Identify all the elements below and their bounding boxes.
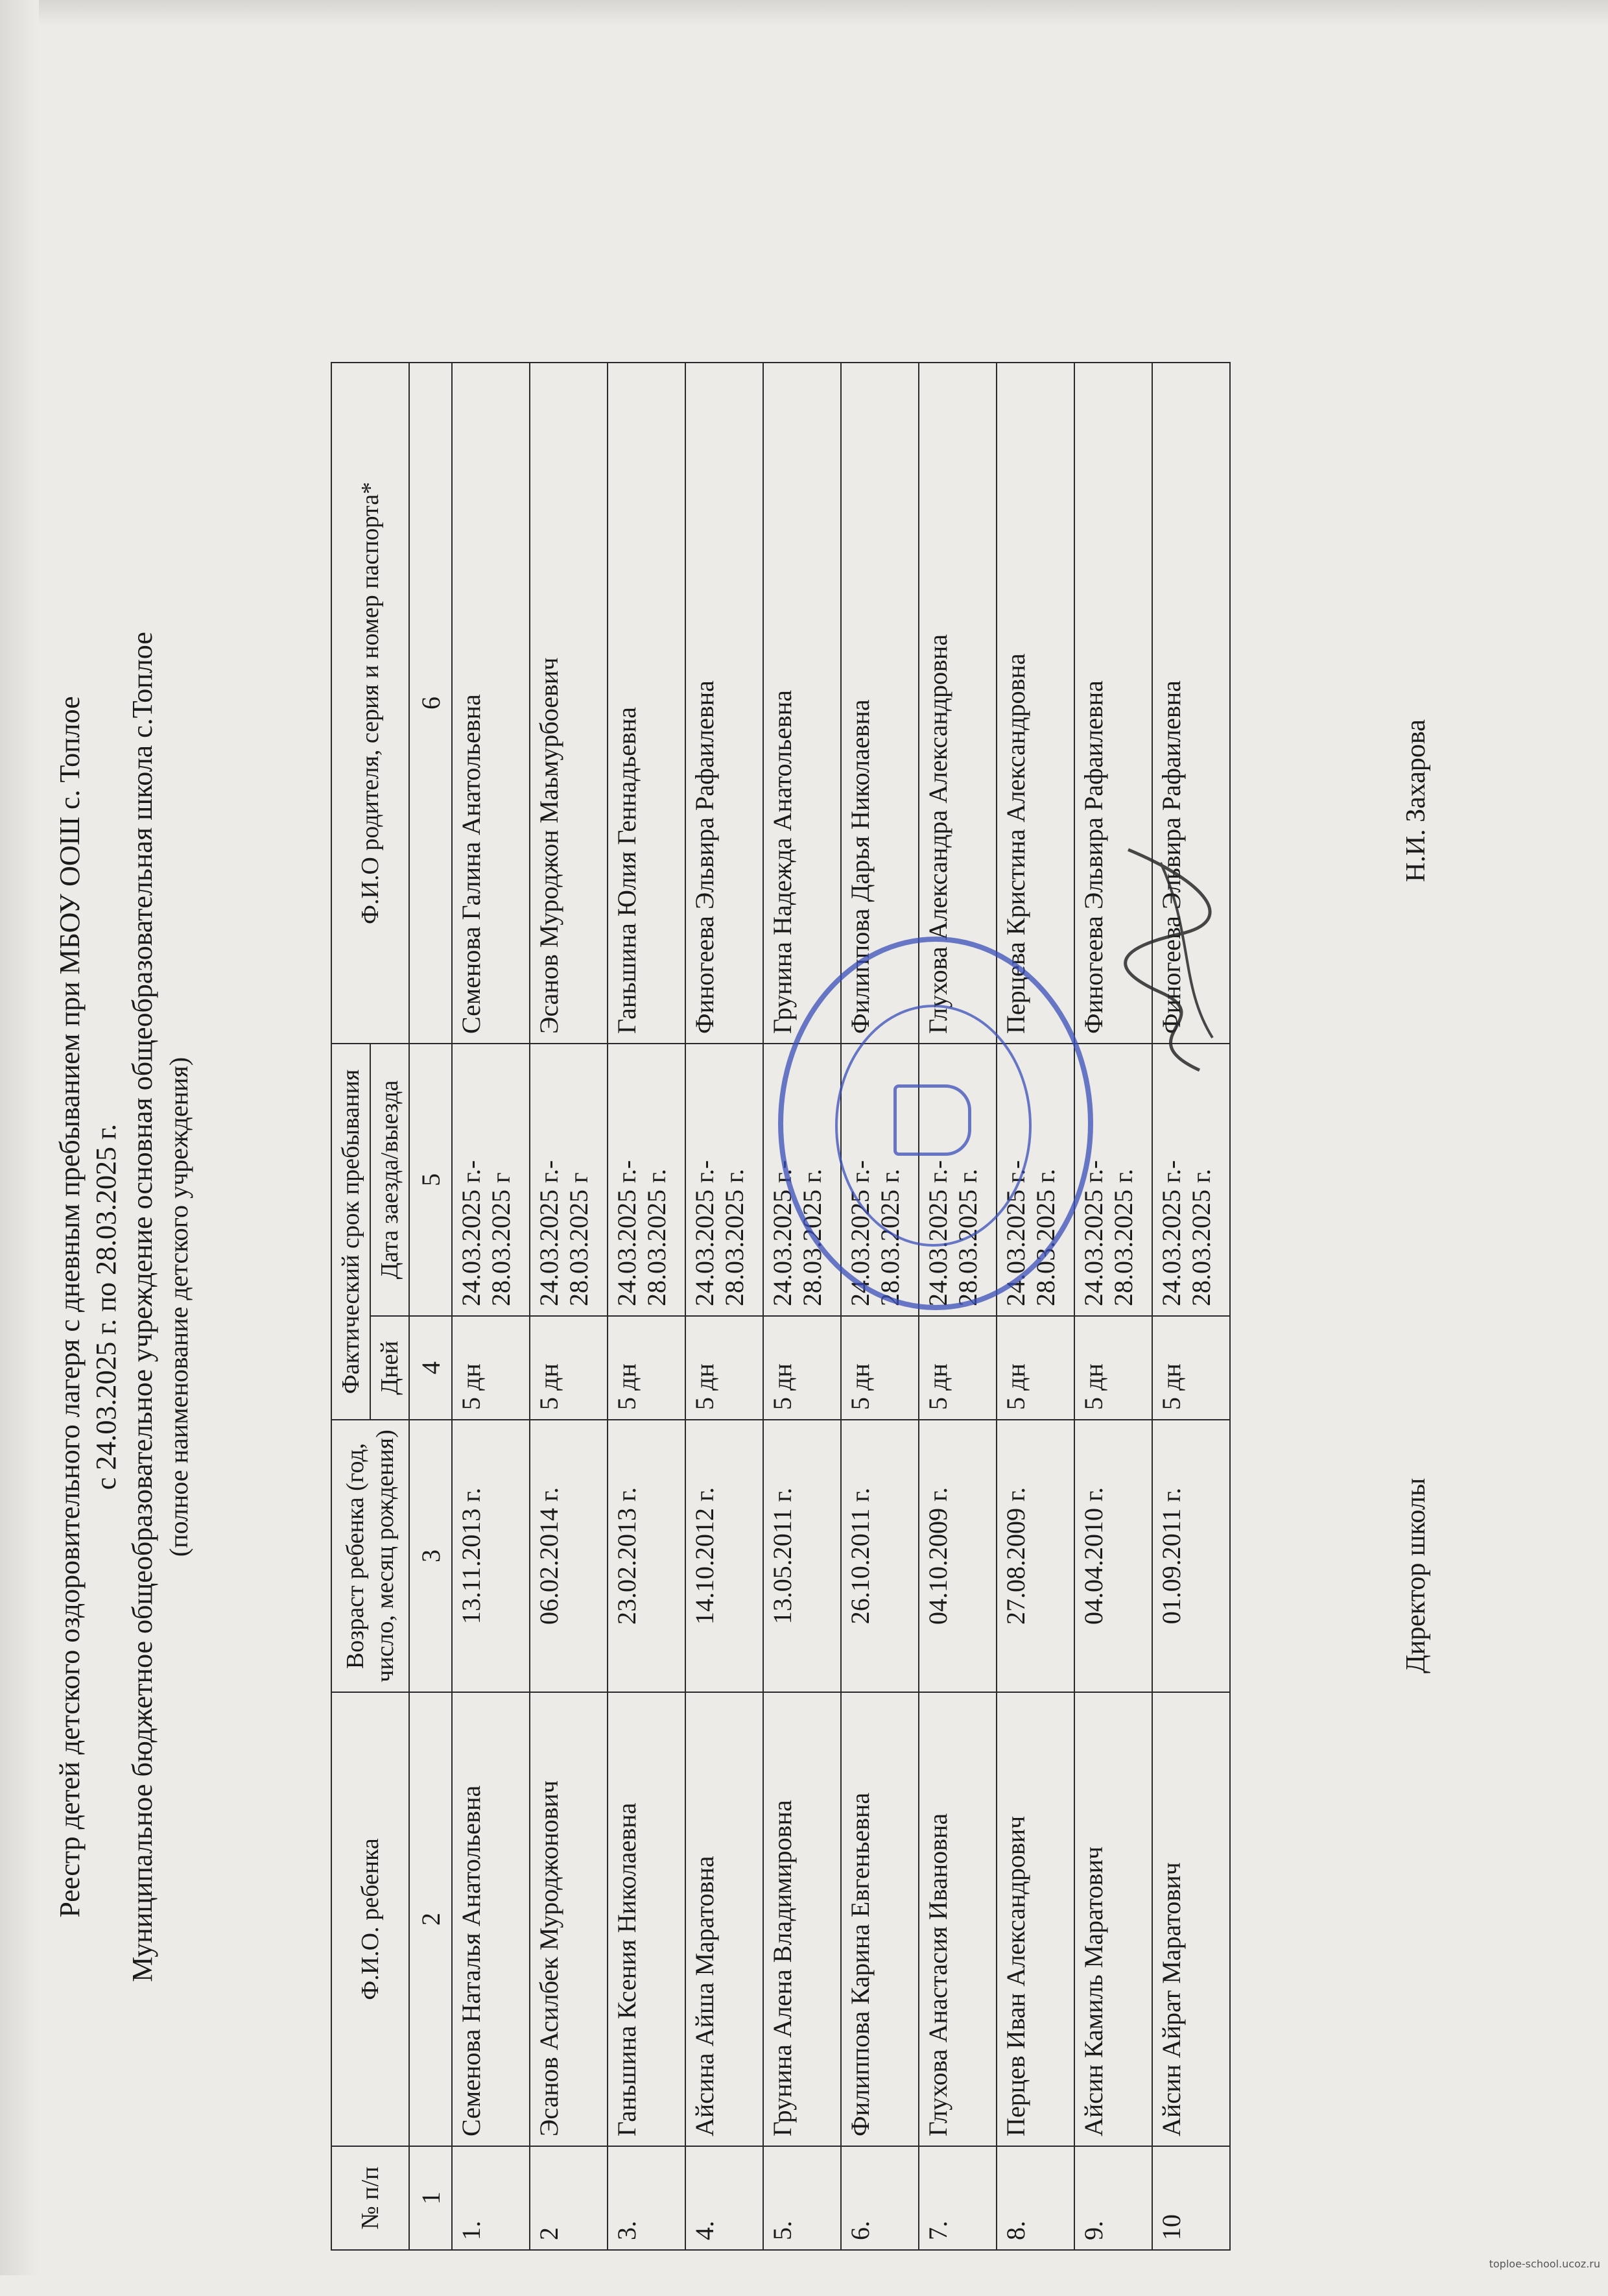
parent-name: Семенова Галина Анатольевна — [452, 363, 530, 1044]
stay-days: 5 дн — [452, 1316, 530, 1420]
parent-name: Филиппова Дарья Николаевна — [841, 363, 919, 1044]
parent-name: Грунина Надежда Анатольевна — [763, 363, 841, 1044]
signature-scribble-icon — [1102, 843, 1232, 1077]
child-name: Айсин Камиль Маратович — [1074, 1692, 1152, 2146]
child-name: Айсина Айша Маратовна — [685, 1692, 763, 2146]
title-line-2: с 24.03.2025 г. по 28.03.2025 г. — [90, 1123, 122, 1490]
table-row — [608, 363, 685, 2250]
parent-name: Перцева Кристина Александровна — [997, 363, 1074, 1044]
stay-days: 5 дн — [530, 1316, 608, 1420]
table-row — [1152, 363, 1230, 2250]
stay-days: 5 дн — [608, 1316, 685, 1420]
birth-date: 06.02.2014 г. — [530, 1420, 608, 1692]
header-birth: Возраст ребенка (год, число, месяц рождения) — [331, 1420, 409, 1692]
birth-date: 27.08.2009 г. — [997, 1420, 1074, 1692]
stay-dates: 24.03.2025 г.- 28.03.2025 г. — [841, 1044, 919, 1316]
title-line-1: Реестр детей детского оздоровительного лагеря с дневным пребыванием при МБОУ ООШ с. Топлое — [54, 696, 86, 1918]
row-num: 10 — [1152, 2146, 1230, 2250]
row-num: 3. — [608, 2146, 685, 2250]
site-watermark: toploe-school.ucoz.ru — [1489, 2258, 1600, 2270]
child-name: Глухова Анастасия Ивановна — [919, 1692, 997, 2146]
child-name: Перцев Иван Александрович — [997, 1692, 1074, 2146]
director-role: Директор школы — [1401, 1477, 1431, 1673]
title-line-4: (полное наименование детского учреждения) — [164, 1057, 193, 1557]
header-days: Дней — [370, 1316, 409, 1420]
table-row — [685, 363, 763, 2250]
row-num: 5. — [763, 2146, 841, 2250]
parent-name: Финогеева Эльвира Рафаилевна — [1152, 363, 1230, 1044]
birth-date: 13.05.2011 г. — [763, 1420, 841, 1692]
stay-days: 5 дн — [763, 1316, 841, 1420]
stay-dates: 24.03.2025 г.- 28.03.2025 г. — [997, 1044, 1074, 1316]
stay-days: 5 дн — [1074, 1316, 1152, 1420]
parent-name: Финогеева Эльвира Рафаилевна — [685, 363, 763, 1044]
stay-dates: 24.03.2025 г.- 28.03.2025 г. — [919, 1044, 997, 1316]
stay-dates: 24.03.2025 г.- 28.03.2025 г. — [685, 1044, 763, 1316]
row-num: 1. — [452, 2146, 530, 2250]
stay-dates: 24.03.2025 г.- 28.03.2025 г. — [1074, 1044, 1152, 1316]
stay-days: 5 дн — [841, 1316, 919, 1420]
child-name: Грунина Алена Владимировна — [763, 1692, 841, 2146]
header-parent: Ф.И.О родителя, серия и номер паспорта* — [331, 363, 409, 1044]
column-number: 2 — [409, 1692, 452, 2146]
header-num: № п/п — [331, 2146, 409, 2250]
column-number: 6 — [409, 363, 452, 1044]
child-name: Айсин Айрат Маратович — [1152, 1692, 1230, 2146]
row-num: 8. — [997, 2146, 1074, 2250]
stay-dates: 24.03.2025 г.- 28.03.2025 г. — [608, 1044, 685, 1316]
parent-name: Финогеева Эльвира Рафаилевна — [1074, 363, 1152, 1044]
stay-dates: 24.03.2025 г.- 28.03.2025 г. — [1152, 1044, 1230, 1316]
column-number: 4 — [409, 1316, 452, 1420]
birth-date: 01.09.2011 г. — [1152, 1420, 1230, 1692]
column-number: 1 — [409, 2146, 452, 2250]
column-number: 3 — [409, 1420, 452, 1692]
stay-dates: 24.03.2025 г.- 28.03.2025 г. — [763, 1044, 841, 1316]
registry-table — [331, 362, 1231, 2251]
scan-edge-left — [0, 0, 39, 2275]
column-number-row — [409, 363, 452, 2250]
parent-name: Эсанов Муроджон Маьмурбоевич — [530, 363, 608, 1044]
column-number: 5 — [409, 1044, 452, 1316]
header-stay: Фактический срок пребывания — [331, 1044, 370, 1420]
row-num: 2 — [530, 2146, 608, 2250]
header-dates: Дата заезда/выезда — [370, 1044, 409, 1316]
stay-dates: 24.03.2025 г.- 28.03.2025 г — [530, 1044, 608, 1316]
table-row — [452, 363, 530, 2250]
header-child-name: Ф.И.О. ребенка — [331, 1692, 409, 2146]
birth-date: 26.10.2011 г. — [841, 1420, 919, 1692]
birth-date: 14.10.2012 г. — [685, 1420, 763, 1692]
child-name: Эсанов Асилбек Муроджонович — [530, 1692, 608, 2146]
scan-edge-top — [0, 0, 1608, 26]
document-sheet — [52, 318, 1478, 2296]
child-name: Ганьшина Ксения Николаевна — [608, 1692, 685, 2146]
birth-date: 13.11.2013 г. — [452, 1420, 530, 1692]
row-num: 6. — [841, 2146, 919, 2250]
director-name: Н.И. Захарова — [1401, 719, 1431, 882]
table-row — [997, 363, 1074, 2250]
stay-days: 5 дн — [997, 1316, 1074, 1420]
child-name: Филиппова Карина Евгеньевна — [841, 1692, 919, 2146]
birth-date: 04.10.2009 г. — [919, 1420, 997, 1692]
table-row — [763, 363, 841, 2250]
stamp-emblem-icon — [893, 1084, 971, 1156]
title-line-3: Муниципальное бюджетное общеобразовательное учреждение основная общеобразовательная школа с.Топлое — [126, 632, 158, 1982]
child-name: Семенова Наталья Анатольевна — [452, 1692, 530, 2146]
stay-dates: 24.03.2025 г.- 28.03.2025 г — [452, 1044, 530, 1316]
parent-name: Глухова Александра Александровна — [919, 363, 997, 1044]
parent-name: Ганьшина Юлия Геннадьевна — [608, 363, 685, 1044]
stay-days: 5 дн — [1152, 1316, 1230, 1420]
title-block — [52, 318, 324, 2296]
stay-days: 5 дн — [919, 1316, 997, 1420]
table-row — [530, 363, 608, 2250]
row-num: 7. — [919, 2146, 997, 2250]
table-row — [1074, 363, 1152, 2250]
birth-date: 23.02.2013 г. — [608, 1420, 685, 1692]
birth-date: 04.04.2010 г. — [1074, 1420, 1152, 1692]
row-num: 4. — [685, 2146, 763, 2250]
school-stamp-seal — [778, 937, 1093, 1310]
row-num: 9. — [1074, 2146, 1152, 2250]
stay-days: 5 дн — [685, 1316, 763, 1420]
